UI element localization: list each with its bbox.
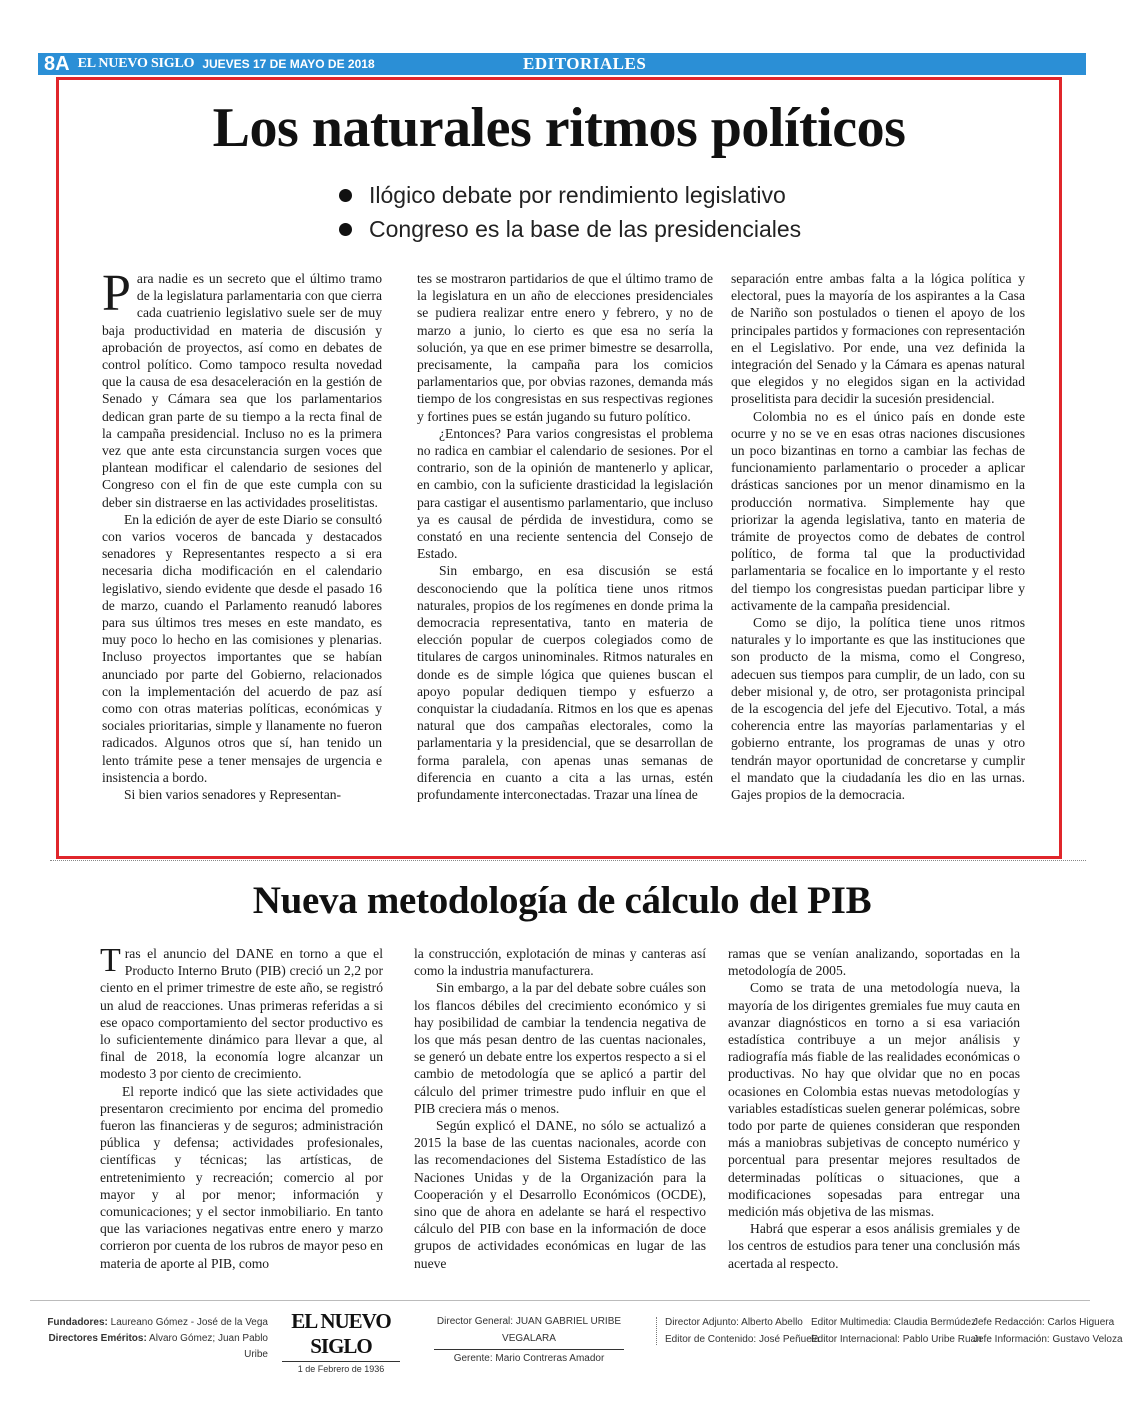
editorial-column-3: [731, 270, 1025, 803]
paragraph: Sin embargo, a la par del debate sobre cuáles son los flancos débiles del crecimiento económico y si hay posibilidad de cambiar la tendencia negativa de los que más pesan dentro de las cuentas nacionales, se generó un debate entre los expertos respecto a si el cambio de metodología que se aplicó a partir del cálculo del primer trimestre pudo influir en que el PIB creciera más o menos.: [414, 980, 706, 1116]
bullet-dot-icon: [339, 189, 352, 202]
founders-label: Fundadores:: [47, 1317, 108, 1328]
paragraph: ¿Entonces? Para varios congresistas el problema no radica en cambiar el calendario de sesiones. Por el contrario, son de la opinión de mantenerlo y aplicar, en cambio, con la suficiente drasticidad la legislación para castigar el ausentismo parlamentario, que incluso ya es causal de pérdida de investidura, como se constató en una reciente sentencia del Consejo de Estado.: [417, 425, 713, 562]
paragraph: Para nadie es un secreto que el último tramo de la legislatura parlamentaria con que cierra cada cuatrienio legislativo suele ser de muy baja productividad en materia de discusión y aprobación de proyectos, así como en debates de control político. Como tampoco resulta novedad que la causa de esa desaceleración en la gestión de Senado y Cámara sea que los parlamentarios dedican gran parte de su tiempo a la recta final de la campaña presidencial. Incluso no es la primera vez que ante esta circunstancia surgen voces que plantean modificar el calendario de sesiones del Congreso con el fin de que este cumpla con su deber sin distraerse en las actividades proselitistas.: [102, 265, 382, 510]
issue-date: JUEVES 17 DE MAYO DE 2018: [202, 57, 375, 71]
emeritus-label: Directores Eméritos:: [48, 1333, 147, 1344]
paragraph: Colombia no es el único país en donde este ocurre y no se ve en esas otras naciones discusiones un poco bizantinas en torno a cambiar las fechas de funcionamiento parlamentario o proceder a aplicar drásticas sanciones por un menor dinamismo en la producción normativa. Simplemente hay que priorizar la agenda legislativa, tanto en materia de trámite de proyectos como de debates de control político, de forma tal que la productividad parlamentaria se focalice en lo importante y el resto del tiempo los congresistas puedan participar libre y activamente de la campaña presidencial.: [731, 408, 1025, 613]
paragraph: Tras el anuncio del DANE en torno a que el Producto Interno Bruto (PIB) creció un 2,2 por ciento en el primer trimestre de este año, se registró un alud de reacciones. Unas primeras referidas a si ese opaco comportamiento del sector productivo es lo suficientemente dinámico para llevar a que, al final de 2018, la economía logre alcanzar un modesto 3 por ciento de crecimiento.: [100, 942, 383, 1082]
paragraph: Sin embargo, en esa discusión se está desconociendo que la política tiene unos ritmos naturales, propios de los regímenes en donde prima la democracia representativa, tanto en materia de elección popular de cuerpos colegiados como de titulares de cargos uninominales. Ritmos naturales en donde es de simple lógica que quienes buscan el apoyo popular dediquen tiempo y esfuerzo a conquistar la ciudadanía. Ritmos en los que es apenas natural que dos campañas electorales, como la parlamentaria y la presidencial, que se desarrollan de forma paralela, con apenas unas semanas de diferencia en cuanto a cita a las urnas, estén profundamente interconectadas. Trazar una línea de: [417, 563, 713, 803]
staff-entry: Director Adjunto: Alberto Abello: [665, 1317, 803, 1328]
paragraph: la construcción, explotación de minas y canteras así como la industria manufacturera.: [414, 946, 706, 979]
paragraph: Como se dijo, la política tiene unos ritmos naturales y lo importante es que las instituciones que son producto de la misma, como el Congreso, adecuen sus tiempos para cumplir, de un lado, con su deber misional y, de otro, ser protagonista principal de la escogencia del jefe del Ejecutivo. Total, a más coherencia entre las mayorías parlamentarias y el gobierno entrante, los programas de unas y otro tendrán mayor oportunidad de concretarse y cumplir el mandato que la ciudadanía les dio en las urnas. Gajes propios de la democracia.: [731, 615, 1025, 803]
editorial-column-1: [102, 265, 382, 803]
paragraph: En la edición de ayer de este Diario se consultó con varios voceros de bancada y destacados senadores y Representantes respecto a si era necesaria dicha modificación en el calendario legislativo, siendo evidente que desde el pasado 16 de marzo, cuando el Parlamento reanudó labores para sus últimos tres meses en este mandato, es muy poco lo hecho en las comisiones y plenarias. Incluso proyectos importantes que se habían anunciado por parte del Gobierno, relacionados con la implementación del acuerdo de paz así como con otras materias políticas, económicas y sociales prioritarias, simple y llanamente no fueron radicados. Algunos otros que sí, han tenido un lento trámite pese a tener mensajes de urgencia e insistencia a bordo.: [102, 511, 382, 785]
section-divider: [50, 860, 1086, 861]
editorial-box: [56, 77, 1062, 859]
editorial-bullets: [339, 178, 801, 246]
paragraph: tes se mostraron partidarios de que el último tramo de la legislatura en un año de elecciones presidenciales se pudiera realizar entre enero y febrero, y no de marzo a junio, lo cierto es que esa no sería la solución, ya que en ese primer bimestre se desarrolla, precisamente, la campaña para los comicios parlamentarios que, por obvias razones, demanda más tiempo de los congresistas en sus respectivas regiones y fortines pues se están jugando su futuro político.: [417, 271, 713, 424]
founders-names: Laureano Gómez - José de la Vega: [110, 1317, 268, 1328]
emeritus-names: Alvaro Gómez; Juan Pablo Uribe: [149, 1333, 268, 1360]
paragraph: Como se trata de una metodología nueva, la mayoría de los dirigentes gremiales fue muy cauta en avanzar diagnósticos en torno a si esa variación estadística contribuye a un mejor análisis y radiografía más fiable de las realidades económicas o productivas. No hay que olvidar que no en pocas ocasiones en Colombia estas nuevas metodologías y variables estadísticas suelen generar polémicas, sobre todo por parte de quienes consideran que responden más a maniobras subjetivas de concepto numérico y porcentual para presentar mejores resultados de determinadas políticas o situaciones, que a modificaciones sopesadas para entregar una medición más objetiva de las mismas.: [728, 980, 1020, 1220]
staff-entry: Editor Multimedia: Claudia Bermúdez: [811, 1317, 977, 1328]
staff-entry: Editor de Contenido: José Peñuela: [665, 1334, 820, 1345]
page-header-bar: [38, 53, 1086, 75]
manager: Gerente: Mario Contreras Amador: [453, 1353, 605, 1364]
paragraph: Si bien varios senadores y Representan-: [124, 787, 342, 803]
director-general: Director General: JUAN GABRIEL URIBE VEGALARA: [436, 1316, 622, 1344]
drop-cap: T: [100, 942, 121, 979]
footer-staff: [656, 1317, 1123, 1345]
bullet-item: Ilógico debate por rendimiento legislativo: [339, 178, 801, 212]
paragraph: ramas que se venían analizando, soportadas en la metodología de 2005.: [728, 946, 1020, 979]
founded-date: 1 de Febrero de 1936: [282, 1361, 400, 1374]
staff-entry: Editor Internacional: Pablo Uribe Ruan: [811, 1334, 982, 1345]
bullet-dot-icon: [339, 223, 352, 236]
section-label: EDITORIALES: [523, 54, 647, 73]
page-number: 8A: [44, 52, 70, 75]
editorial-column-2: [417, 270, 713, 803]
paragraph: separación entre ambas falta a la lógica política y electoral, pues la mayoría de los aspirantes a la Casa de Nariño son postulados o tienen el apoyo de los principales partidos y formaciones con representación en el Legislativo. Por ende, una vez definida la integración del Senado y la Cámara es apenas natural que elegidos y no elegidos sigan en la actividad proselitista para decidir la sucesión presidencial.: [731, 271, 1025, 407]
paragraph: Según explicó el DANE, no sólo se actualizó a 2015 la base de las cuentas nacionales, acorde con las recomendaciones del Sistema Estadístico de las Naciones Unidas y de la Organización para la Cooperación y el Desarrollo Económicos (OCDE), sino que de ahora en adelante se hará el respectivo cálculo del PIB con base en la información de doce grupos de actividades económicas en lugar de las nueve: [414, 1118, 706, 1271]
footer-founders: [30, 1315, 268, 1363]
pib-column-1: [100, 942, 383, 1272]
paragraph: El reporte indicó que las siete actividades que presentaron crecimiento por encima del promedio fueron las financieras y de seguros; administración pública y defensa; actividades profesionales, científicas y técnicas; las artísticas, de entretenimiento y recreación; comercio al por mayor y al por menor; información y comunicaciones; y el sector inmobiliario. En tanto que las variaciones negativas entre enero y marzo corrieron por cuenta de los rubros de mayor peso en materia de aporte al PIB, como: [100, 1083, 383, 1271]
pib-column-2: [414, 945, 706, 1272]
staff-entry: Jefe Redacción: Carlos Higuera: [973, 1317, 1115, 1328]
paragraph: Habrá que esperar a esos análisis gremiales y de los centros de estudios para tener una conclusión más acertada al respecto.: [728, 1221, 1020, 1271]
drop-cap: P: [102, 265, 131, 322]
footer: [30, 1300, 1123, 1374]
masthead-small: EL NUEVO SIGLO: [77, 56, 195, 71]
footer-direction: [414, 1313, 644, 1367]
pib-title: Nueva metodología de cálculo del PIB: [252, 879, 872, 922]
bullet-item: Congreso es la base de las presidenciales: [339, 212, 801, 246]
footer-logo: [282, 1309, 400, 1374]
staff-entry: Jefe Información: Gustavo Veloza: [973, 1334, 1123, 1345]
editorial-title: Los naturales ritmos políticos: [212, 97, 906, 159]
logo-name: EL NUEVO SIGLO: [291, 1309, 391, 1358]
pib-column-3: [728, 945, 1020, 1272]
